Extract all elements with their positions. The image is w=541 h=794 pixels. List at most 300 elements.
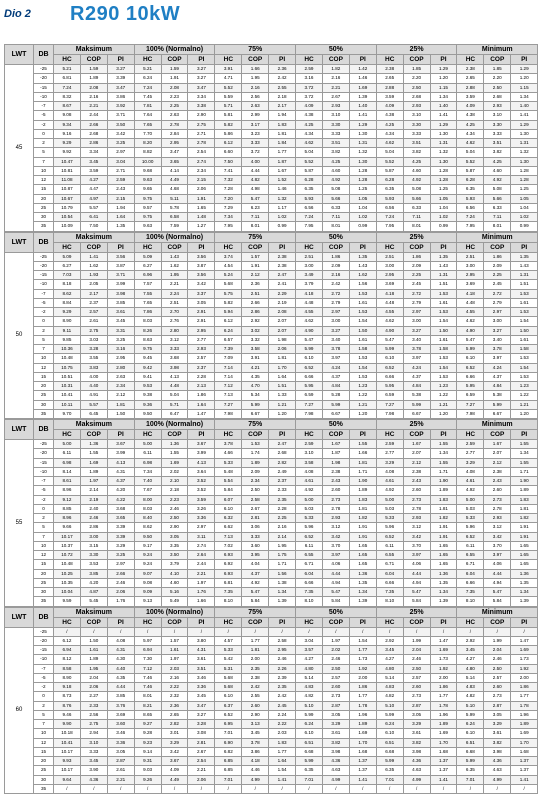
cell-value: 10.72 (54, 551, 81, 560)
cell-value: 2.76 (161, 317, 188, 326)
cell-value: 4.55 (296, 308, 323, 317)
cell-value: 2.73 (403, 692, 430, 701)
group-header: 100% (Normalno) (134, 232, 215, 242)
cell-value: 1.85 (403, 65, 430, 74)
db-header: DB (34, 232, 54, 252)
cell-value: 5.38 (403, 391, 430, 400)
cell-value: 4.08 (457, 467, 484, 476)
cell-value: 2.71 (188, 129, 215, 138)
cell-value: 3.71 (107, 271, 134, 280)
cell-value: 3.34 (80, 148, 107, 157)
cell-value: 5.47 (457, 335, 484, 344)
group-header: 75% (215, 607, 296, 617)
cell-value: 6.11 (296, 541, 323, 550)
cell-value: 8.61 (54, 477, 81, 486)
cell-value: 6.10 (376, 354, 403, 363)
table-row (5, 766, 538, 775)
cell-value: 2.46 (484, 655, 511, 664)
cell-value: 4.31 (107, 467, 134, 476)
cell-value: 1.61 (80, 646, 107, 655)
cell-value: 4.84 (484, 382, 511, 391)
cell-value: 2.95 (269, 646, 296, 655)
cell-value: 8.96 (54, 486, 81, 495)
cell-value: 1.54 (349, 636, 376, 645)
cell-value: 7.24 (296, 213, 323, 222)
cell-value: 6.35 (457, 766, 484, 775)
db-value: 15 (34, 372, 54, 381)
cell-value: 1.37 (511, 757, 538, 766)
cell-value: 2.43 (484, 477, 511, 486)
cell-value: 9.66 (54, 523, 81, 532)
cell-value: 5.52 (457, 157, 484, 166)
cell-value: 1.43 (511, 261, 538, 270)
cell-value: 3.00 (80, 532, 107, 541)
cell-value: 2.46 (403, 655, 430, 664)
cell-value: 1.41 (430, 111, 457, 120)
cell-value: 1.68 (511, 747, 538, 756)
cell-value: 7.35 (215, 588, 242, 597)
cell-value: 2.93 (322, 514, 349, 523)
cell-value: 3.10 (80, 738, 107, 747)
cell-value: 2.06 (80, 683, 107, 692)
cell-value: 2.88 (457, 83, 484, 92)
cell-value: 2.84 (161, 129, 188, 138)
cell-value: 1.95 (269, 541, 296, 550)
sub-header: COP (484, 430, 511, 440)
cell-value: 3.39 (107, 523, 134, 532)
sub-header: COP (80, 617, 107, 627)
cell-value: 4.55 (376, 308, 403, 317)
cell-value: 2.93 (322, 102, 349, 111)
sub-header: COP (242, 617, 269, 627)
cell-value: 2.26 (269, 664, 296, 673)
cell-value: 7.65 (134, 120, 161, 129)
cell-value: 7.55 (134, 289, 161, 298)
cell-value: 4.63 (484, 766, 511, 775)
cell-value: 2.87 (107, 757, 134, 766)
sub-header: HC (134, 242, 161, 252)
cell-value: 3.17 (242, 120, 269, 129)
cell-value: 6.04 (296, 569, 323, 578)
cell-value: 2.90 (161, 523, 188, 532)
cell-value: 3.40 (322, 335, 349, 344)
cell-value: 6.90 (215, 738, 242, 747)
cell-value: 2.00 (511, 673, 538, 682)
cell-value: 3.02 (242, 326, 269, 335)
cell-value: 1.67 (322, 440, 349, 449)
cell-value: 5.10 (457, 701, 484, 710)
table-row (5, 775, 538, 784)
cell-value: 2.41 (269, 280, 296, 289)
cell-value: 3.97 (484, 551, 511, 560)
cell-value: 2.17 (269, 102, 296, 111)
cell-value: 4.84 (403, 382, 430, 391)
cell-value: 6.28 (376, 176, 403, 185)
table-row (5, 102, 538, 111)
cell-value: 6.52 (296, 532, 323, 541)
sub-header: COP (80, 55, 107, 65)
cell-value: 0.99 (511, 222, 538, 231)
cell-value: 4.62 (296, 139, 323, 148)
cell-value: 3.29 (322, 720, 349, 729)
cell-value: 9.23 (134, 738, 161, 747)
cell-value: 1.30 (430, 157, 457, 166)
cell-value: 2.56 (80, 710, 107, 719)
cell-value: 2.34 (242, 477, 269, 486)
cell-value: 2.22 (161, 683, 188, 692)
group-header: 100% (Normalno) (134, 420, 215, 430)
cell-value: / (80, 627, 107, 636)
cell-value: 2.97 (107, 560, 134, 569)
cell-value: 5.16 (161, 588, 188, 597)
sub-header: HC (376, 242, 403, 252)
cell-value: 6.94 (134, 646, 161, 655)
cell-value: 1.96 (349, 710, 376, 719)
cell-value: 4.99 (403, 775, 430, 784)
cell-value: 4.60 (322, 166, 349, 175)
cell-value: 1.30 (511, 157, 538, 166)
cell-value: 3.97 (322, 551, 349, 560)
cell-value: 4.21 (242, 363, 269, 372)
cell-value: 3.56 (188, 271, 215, 280)
sub-header: HC (215, 430, 242, 440)
cell-value: 9.63 (134, 222, 161, 231)
cell-value: 7.98 (376, 409, 403, 418)
cell-value: / (188, 627, 215, 636)
cell-value: 1.62 (80, 261, 107, 270)
cell-value: 7.24 (134, 83, 161, 92)
cell-value: 1.02 (430, 213, 457, 222)
cell-value: / (484, 627, 511, 636)
group-header: 25% (376, 420, 457, 430)
cell-value: 1.54 (430, 363, 457, 372)
cell-value: 4.60 (484, 166, 511, 175)
header (0, 0, 541, 30)
cell-value: 3.97 (403, 551, 430, 560)
cell-value: 1.86 (430, 683, 457, 692)
cell-value: 3.51 (188, 664, 215, 673)
cell-value: 2.46 (80, 514, 107, 523)
cell-value: 1.86 (349, 683, 376, 692)
cell-value: 10.04 (54, 588, 81, 597)
cell-value: 4.27 (80, 176, 107, 185)
cell-value: 3.98 (403, 747, 430, 756)
cell-value: 10.09 (54, 222, 81, 231)
cell-value: 1.31 (511, 139, 538, 148)
cell-value: 2.50 (161, 514, 188, 523)
cell-value: 6.41 (80, 213, 107, 222)
cell-value: 4.40 (107, 664, 134, 673)
cell-value: 1.69 (430, 646, 457, 655)
cell-value: 3.69 (376, 280, 403, 289)
table-row (5, 560, 538, 569)
cell-value: 1.35 (430, 578, 457, 587)
cell-value: 1.42 (349, 65, 376, 74)
cell-value: / (269, 627, 296, 636)
cell-value: 3.70 (484, 541, 511, 550)
table-row (5, 440, 538, 449)
table-row (5, 354, 538, 363)
cell-value: 1.17 (269, 203, 296, 212)
db-value: -10 (34, 655, 54, 664)
cell-value: 6.28 (457, 176, 484, 185)
cell-value: 6.85 (215, 757, 242, 766)
cell-value: 2.60 (484, 683, 511, 692)
cell-value: 9.36 (134, 400, 161, 409)
cell-value: 9.85 (54, 335, 81, 344)
cell-value: 2.59 (107, 176, 134, 185)
cell-value: 5.04 (457, 148, 484, 157)
sub-header: PI (430, 242, 457, 252)
cell-value: 1.39 (269, 597, 296, 606)
cell-value: 1.86 (484, 252, 511, 261)
cell-value: 6.52 (457, 532, 484, 541)
cell-value: 9.38 (134, 391, 161, 400)
cell-value: 6.66 (296, 578, 323, 587)
cell-value: / (107, 627, 134, 636)
cell-value: 4.27 (457, 655, 484, 664)
db-value: 5 (34, 710, 54, 719)
table-row (5, 74, 538, 83)
cell-value: 1.65 (188, 203, 215, 212)
cell-value: 0.99 (430, 222, 457, 231)
cell-value: 5.71 (215, 102, 242, 111)
table-row (5, 569, 538, 578)
cell-value: 2.46 (322, 655, 349, 664)
sub-header: COP (242, 242, 269, 252)
cell-value: 3.47 (161, 148, 188, 157)
cell-value: 6.51 (376, 738, 403, 747)
cell-value: 2.43 (403, 477, 430, 486)
cell-value: 4.80 (457, 664, 484, 673)
cell-value: 1.53 (511, 354, 538, 363)
cell-value: 6.51 (457, 738, 484, 747)
cell-value: 1.30 (511, 129, 538, 138)
cell-value: 3.29 (403, 720, 430, 729)
table-row (5, 784, 538, 793)
cell-value: 3.45 (80, 157, 107, 166)
sub-header: HC (296, 617, 323, 627)
cell-value: 9.08 (54, 111, 81, 120)
cell-value: 4.38 (457, 111, 484, 120)
group-header: 50% (296, 45, 377, 55)
cell-value: 1.71 (430, 467, 457, 476)
sub-header: COP (322, 242, 349, 252)
cell-value: 1.92 (430, 664, 457, 673)
cell-value: 9.08 (134, 578, 161, 587)
cell-value: 6.28 (296, 176, 323, 185)
cell-value: 8.00 (134, 495, 161, 504)
cell-value: 7.03 (54, 271, 81, 280)
sub-header: COP (242, 55, 269, 65)
cell-value: 5.04 (376, 148, 403, 157)
cell-value: 1.04 (511, 203, 538, 212)
cell-value: 2.16 (322, 271, 349, 280)
cell-value: 6.12 (54, 636, 81, 645)
cell-value: 2.70 (161, 308, 188, 317)
cell-value: 4.62 (376, 139, 403, 148)
cell-value: 6.55 (296, 551, 323, 560)
cell-value: 4.13 (107, 458, 134, 467)
cell-value: 2.21 (80, 102, 107, 111)
cell-value: 1.32 (511, 148, 538, 157)
cell-value: 7.09 (215, 354, 242, 363)
cell-value: 3.82 (322, 148, 349, 157)
cell-value: 8.62 (54, 289, 81, 298)
cell-value: 8.62 (134, 523, 161, 532)
cell-value: 1.58 (430, 345, 457, 354)
cell-value: 6.67 (403, 409, 430, 418)
cell-value: 6.52 (215, 710, 242, 719)
db-value: -7 (34, 477, 54, 486)
cell-value: 2.57 (484, 673, 511, 682)
cell-value: 8.40 (134, 514, 161, 523)
db-value: -10 (34, 467, 54, 476)
db-value: 25 (34, 766, 54, 775)
cell-value: 4.08 (296, 467, 323, 476)
cell-value: / (161, 784, 188, 793)
data-table (4, 419, 538, 607)
table-row (5, 148, 538, 157)
cell-value: 2.91 (188, 308, 215, 317)
cell-value: 3.52 (188, 477, 215, 486)
cell-value: 5.96 (376, 523, 403, 532)
cell-value: 1.51 (269, 382, 296, 391)
cell-value: 5.00 (296, 495, 323, 504)
cell-value: 4.48 (376, 298, 403, 307)
cell-value: 5.00 (457, 495, 484, 504)
cell-value: 9.07 (134, 569, 161, 578)
cell-value: 3.42 (161, 747, 188, 756)
cell-value: 2.74 (188, 541, 215, 550)
cell-value: 5.78 (161, 203, 188, 212)
sub-header: PI (188, 55, 215, 65)
cell-value: 4.92 (296, 486, 323, 495)
cell-value: 5.08 (403, 185, 430, 194)
cell-value: 1.76 (188, 588, 215, 597)
cell-value: 4.34 (296, 129, 323, 138)
cell-value: 2.95 (161, 139, 188, 148)
cell-value: 1.29 (511, 65, 538, 74)
cell-value: 2.00 (430, 673, 457, 682)
cell-value: 5.10 (296, 701, 323, 710)
table-row (5, 504, 538, 513)
cell-value: 1.50 (80, 636, 107, 645)
cell-value: 1.68 (430, 747, 457, 756)
cell-value: 2.93 (484, 102, 511, 111)
db-value: -15 (34, 83, 54, 92)
cell-value: 4.24 (403, 363, 430, 372)
table-row (5, 588, 538, 597)
db-value: 20 (34, 569, 54, 578)
cell-value: 2.42 (242, 683, 269, 692)
cell-value: 4.90 (457, 326, 484, 335)
db-value: -2 (34, 308, 54, 317)
cell-value: 4.90 (376, 326, 403, 335)
cell-value: 3.72 (296, 83, 323, 92)
cell-value: 1.81 (269, 129, 296, 138)
cell-value: 7.40 (134, 477, 161, 486)
table-row (5, 597, 538, 606)
db-value: 2 (34, 514, 54, 523)
cell-value: 2.86 (80, 139, 107, 148)
cell-value: 1.68 (349, 747, 376, 756)
cell-value: 3.68 (107, 504, 134, 513)
cell-value: 5.95 (457, 382, 484, 391)
cell-value: 2.36 (161, 701, 188, 710)
cell-value: 4.37 (242, 569, 269, 578)
cell-value: 8.01 (484, 222, 511, 231)
cell-value: 1.62 (161, 261, 188, 270)
cell-value: 3.13 (242, 720, 269, 729)
cell-value: 3.26 (188, 504, 215, 513)
cell-value: 9.93 (54, 757, 81, 766)
cell-value: 3.98 (107, 289, 134, 298)
cell-value: 5.99 (322, 400, 349, 409)
cell-value: 2.23 (161, 92, 188, 101)
cell-value: 7.12 (134, 664, 161, 673)
cell-value: 5.93 (296, 194, 323, 203)
table-row (5, 289, 538, 298)
table-row (5, 458, 538, 467)
cell-value: 9.34 (54, 120, 81, 129)
cell-value: 2.97 (322, 308, 349, 317)
cell-value: 10.18 (54, 729, 81, 738)
cell-value: 6.94 (54, 646, 81, 655)
sub-header: COP (403, 617, 430, 627)
cell-value: 9.41 (134, 372, 161, 381)
cell-value: 6.66 (376, 372, 403, 381)
cell-value: 5.84 (484, 597, 511, 606)
cell-value: 3.37 (188, 289, 215, 298)
db-value: 10 (34, 354, 54, 363)
cell-value: 3.33 (80, 747, 107, 756)
cell-value: 3.61 (188, 655, 215, 664)
cell-value: 1.65 (511, 560, 538, 569)
cell-value: 3.60 (107, 720, 134, 729)
cell-value: 4.63 (322, 766, 349, 775)
cell-value: 4.94 (484, 578, 511, 587)
cell-value: 3.85 (80, 569, 107, 578)
cell-value: 3.00 (484, 317, 511, 326)
cell-value: 3.70 (403, 541, 430, 550)
cell-value: 2.37 (269, 477, 296, 486)
cell-value: 3.33 (242, 532, 269, 541)
cell-value: 2.25 (161, 102, 188, 111)
cell-value: 4.68 (161, 185, 188, 194)
cell-value: 9.29 (54, 139, 81, 148)
cell-value: 1.40 (511, 102, 538, 111)
cell-value: 3.47 (188, 83, 215, 92)
db-value: -5 (34, 298, 54, 307)
cell-value: / (215, 784, 242, 793)
cell-value: 0.99 (349, 222, 376, 231)
cell-value: 2.16 (242, 83, 269, 92)
cell-value: 5.24 (215, 271, 242, 280)
cell-value: 2.65 (161, 710, 188, 719)
cell-value: 4.08 (107, 636, 134, 645)
cell-value: 2.19 (269, 298, 296, 307)
cell-value: 1.33 (269, 391, 296, 400)
cell-value: 2.73 (484, 495, 511, 504)
cell-value: 3.00 (376, 261, 403, 270)
cell-value: 5.00 (54, 440, 81, 449)
cell-value: 2.08 (269, 308, 296, 317)
cell-value: 5.31 (215, 664, 242, 673)
cell-value: 1.05 (349, 194, 376, 203)
cell-value: 3.65 (161, 157, 188, 166)
cell-value: 5.08 (322, 185, 349, 194)
